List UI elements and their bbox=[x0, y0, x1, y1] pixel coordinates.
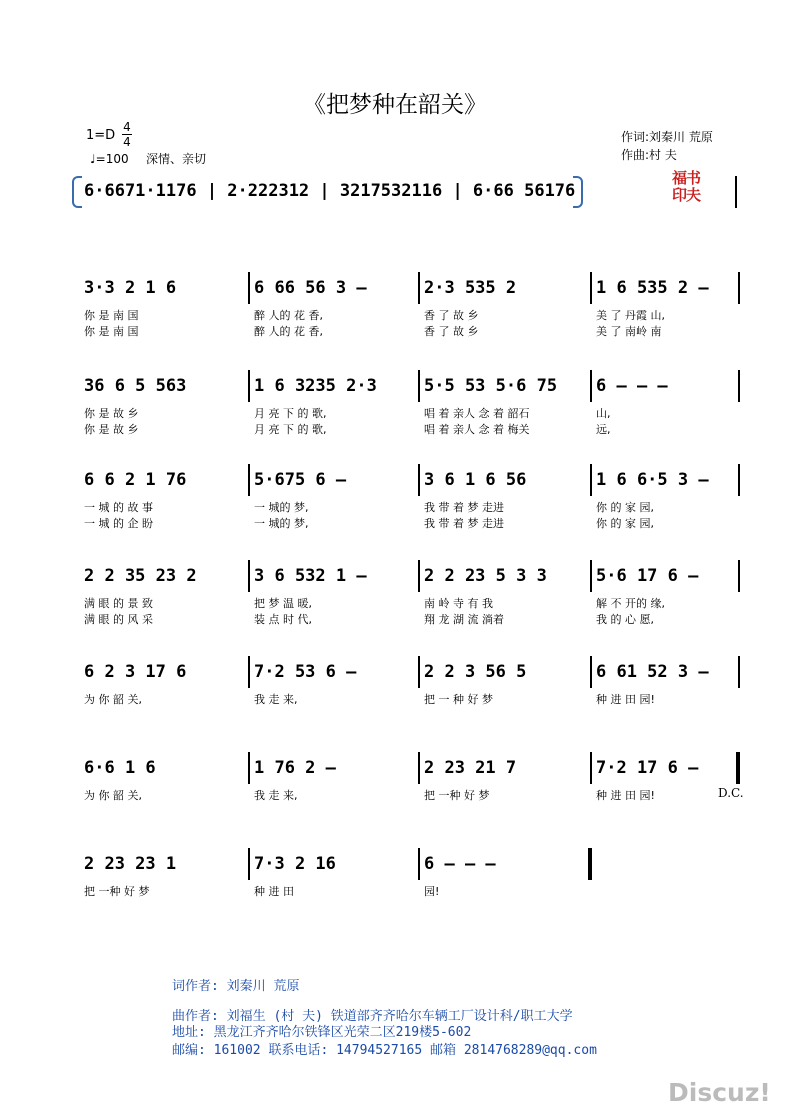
measure-notes: 7·2 53 6 – bbox=[254, 662, 357, 682]
lyric-verse-2: 远, bbox=[596, 423, 611, 436]
barline bbox=[738, 560, 740, 592]
time-signature-bottom: 4 bbox=[123, 135, 131, 149]
measure-notes: 2·3 535 2 bbox=[424, 278, 517, 298]
lyric-verse-2: 我 带 着 梦 走进 bbox=[424, 517, 504, 530]
measure-notes: 6 – – – bbox=[596, 376, 668, 396]
barline bbox=[418, 848, 420, 880]
final-barline bbox=[736, 752, 740, 784]
barline bbox=[418, 272, 420, 304]
lyric-verse-1: 美 了 丹霞 山, bbox=[596, 309, 665, 322]
measure-notes: 5·675 6 – bbox=[254, 470, 347, 490]
lyric-verse-1: 我 带 着 梦 走进 bbox=[424, 501, 504, 514]
final-barline bbox=[588, 848, 592, 880]
barline bbox=[418, 656, 420, 688]
lyric-verse-2: 一 城的 梦, bbox=[254, 517, 309, 530]
barline bbox=[418, 560, 420, 592]
measure-notes: 3 6 1 6 56 bbox=[424, 470, 527, 490]
lyric-verse-1: 种 进 田 园! bbox=[596, 693, 655, 706]
measure-notes: 6 61 52 3 – bbox=[596, 662, 709, 682]
footer-lyricist: 词作者: 刘秦川 荒原 bbox=[172, 979, 300, 994]
lyric-verse-1: 园! bbox=[424, 885, 440, 898]
measure-notes: 2 2 3 56 5 bbox=[424, 662, 527, 682]
measure-notes: 1 6 6·5 3 – bbox=[596, 470, 709, 490]
intro-bracket-right bbox=[573, 176, 583, 208]
barline bbox=[248, 272, 250, 304]
lyric-verse-2: 你 是 故 乡 bbox=[84, 423, 139, 436]
quarter-note-icon: ♩ bbox=[90, 152, 96, 166]
lyric-verse-1: 把 梦 温 暖, bbox=[254, 597, 312, 610]
measure-notes: 2 23 23 1 bbox=[84, 854, 177, 874]
lyric-verse-1: 种 进 田 园! bbox=[596, 789, 655, 802]
measure-notes: 7·2 17 6 – bbox=[596, 758, 699, 778]
lyric-verse-2: 美 了 南岭 南 bbox=[596, 325, 662, 338]
lyric-verse-1: 山, bbox=[596, 407, 611, 420]
measure-notes: 1 76 2 – bbox=[254, 758, 336, 778]
barline bbox=[418, 464, 420, 496]
measure-notes: 36 6 5 563 bbox=[84, 376, 187, 396]
lyric-verse-1: 你 是 南 国 bbox=[84, 309, 139, 322]
key-signature: 1=D bbox=[86, 128, 116, 143]
barline bbox=[738, 370, 740, 402]
barline bbox=[590, 464, 592, 496]
lyric-verse-1: 把 一种 好 梦 bbox=[424, 789, 490, 802]
barline bbox=[738, 464, 740, 496]
measure-notes: 7·3 2 16 bbox=[254, 854, 336, 874]
barline bbox=[418, 752, 420, 784]
barline bbox=[590, 752, 592, 784]
lyric-verse-2: 满 眼 的 风 采 bbox=[84, 613, 153, 626]
intro-notes: 6·6671·1176 | 2·222312 | 3217532116 | 6·66 56176 bbox=[84, 181, 576, 201]
da-capo-mark: D.C. bbox=[718, 786, 744, 800]
lyric-verse-2: 香 了 故 乡 bbox=[424, 325, 479, 338]
barline bbox=[590, 656, 592, 688]
footer-contact: 邮编: 161002 联系电话: 14794527165 邮箱 2814768289@qq.com bbox=[172, 1043, 597, 1058]
lyric-verse-1: 你 是 故 乡 bbox=[84, 407, 139, 420]
lyric-verse-1: 一 城的 梦, bbox=[254, 501, 309, 514]
lyric-verse-2: 我 的 心 愿, bbox=[596, 613, 654, 626]
barline bbox=[248, 848, 250, 880]
composer-credit: 作曲:村 夫 bbox=[621, 148, 677, 162]
barline bbox=[590, 272, 592, 304]
lyric-verse-1: 香 了 故 乡 bbox=[424, 309, 479, 322]
lyric-verse-2: 月 亮 下 的 歌, bbox=[254, 423, 327, 436]
intro-bracket-left bbox=[72, 176, 82, 208]
tempo-value: =100 bbox=[95, 152, 129, 166]
measure-notes: 6 66 56 3 – bbox=[254, 278, 367, 298]
lyric-verse-1: 为 你 韶 关, bbox=[84, 789, 142, 802]
barline bbox=[738, 272, 740, 304]
barline bbox=[248, 370, 250, 402]
measure-notes: 5·6 17 6 – bbox=[596, 566, 699, 586]
lyric-verse-1: 醉 人的 花 香, bbox=[254, 309, 323, 322]
barline bbox=[590, 560, 592, 592]
barline bbox=[418, 370, 420, 402]
barline bbox=[590, 370, 592, 402]
lyric-verse-1: 为 你 韶 关, bbox=[84, 693, 142, 706]
measure-notes: 3·3 2 1 6 bbox=[84, 278, 177, 298]
lyric-verse-2: 唱 着 亲人 念 着 梅关 bbox=[424, 423, 530, 436]
lyric-verse-1: 月 亮 下 的 歌, bbox=[254, 407, 327, 420]
time-signature bbox=[122, 120, 132, 149]
lyric-verse-1: 解 不 开的 缘, bbox=[596, 597, 665, 610]
time-signature-top: 4 bbox=[123, 120, 131, 134]
lyric-verse-2: 你 是 南 国 bbox=[84, 325, 139, 338]
barline bbox=[248, 560, 250, 592]
footer-composer: 曲作者: 刘福生 (村 夫) 铁道部齐齐哈尔车辆工厂设计科/职工大学 bbox=[172, 1009, 573, 1024]
barline bbox=[248, 464, 250, 496]
measure-notes: 6 – – – bbox=[424, 854, 496, 874]
seal-stamp: 福书 印夫 bbox=[671, 169, 700, 204]
measure-notes: 6 6 2 1 76 bbox=[84, 470, 187, 490]
barline bbox=[248, 656, 250, 688]
measure-notes: 2 2 23 5 3 3 bbox=[424, 566, 547, 586]
lyric-verse-2: 你 的 家 园, bbox=[596, 517, 654, 530]
lyric-verse-1: 把 一 种 好 梦 bbox=[424, 693, 493, 706]
song-title: 《把梦种在韶关》 bbox=[303, 92, 487, 118]
lyric-verse-1: 你 的 家 园, bbox=[596, 501, 654, 514]
measure-notes: 3 6 532 1 – bbox=[254, 566, 367, 586]
lyric-verse-1: 种 进 田 bbox=[254, 885, 294, 898]
measure-notes: 2 23 21 7 bbox=[424, 758, 517, 778]
footer-address: 地址: 黑龙江齐齐哈尔铁锋区光荣二区219楼5-602 bbox=[172, 1025, 472, 1040]
lyric-verse-1: 我 走 来, bbox=[254, 789, 298, 802]
lyric-verse-1: 我 走 来, bbox=[254, 693, 298, 706]
barline bbox=[735, 176, 737, 208]
barline bbox=[248, 752, 250, 784]
barline bbox=[738, 656, 740, 688]
lyric-verse-1: 南 岭 寺 有 我 bbox=[424, 597, 493, 610]
measure-notes: 1 6 535 2 – bbox=[596, 278, 709, 298]
measure-notes: 6·6 1 6 bbox=[84, 758, 156, 778]
lyric-verse-1: 一 城 的 故 事 bbox=[84, 501, 153, 514]
lyric-verse-2: 翔 龙 湖 流 淌着 bbox=[424, 613, 504, 626]
measure-notes: 5·5 53 5·6 75 bbox=[424, 376, 558, 396]
watermark: Discuz! bbox=[668, 1078, 771, 1107]
expression-mark: 深情、亲切 bbox=[146, 152, 207, 166]
tempo-mark bbox=[90, 152, 129, 166]
lyric-verse-2: 装 点 时 代, bbox=[254, 613, 312, 626]
lyric-verse-2: 醉 人的 花 香, bbox=[254, 325, 323, 338]
lyric-verse-1: 把 一种 好 梦 bbox=[84, 885, 150, 898]
measure-notes: 1 6 3235 2·3 bbox=[254, 376, 377, 396]
lyric-verse-1: 唱 着 亲人 念 着 韶石 bbox=[424, 407, 530, 420]
lyric-verse-1: 满 眼 的 景 致 bbox=[84, 597, 153, 610]
measure-notes: 2 2 35 23 2 bbox=[84, 566, 197, 586]
measure-notes: 6 2 3 17 6 bbox=[84, 662, 187, 682]
lyric-verse-2: 一 城 的 企 盼 bbox=[84, 517, 153, 530]
lyricist-credit: 作词:刘秦川 荒原 bbox=[621, 130, 713, 144]
